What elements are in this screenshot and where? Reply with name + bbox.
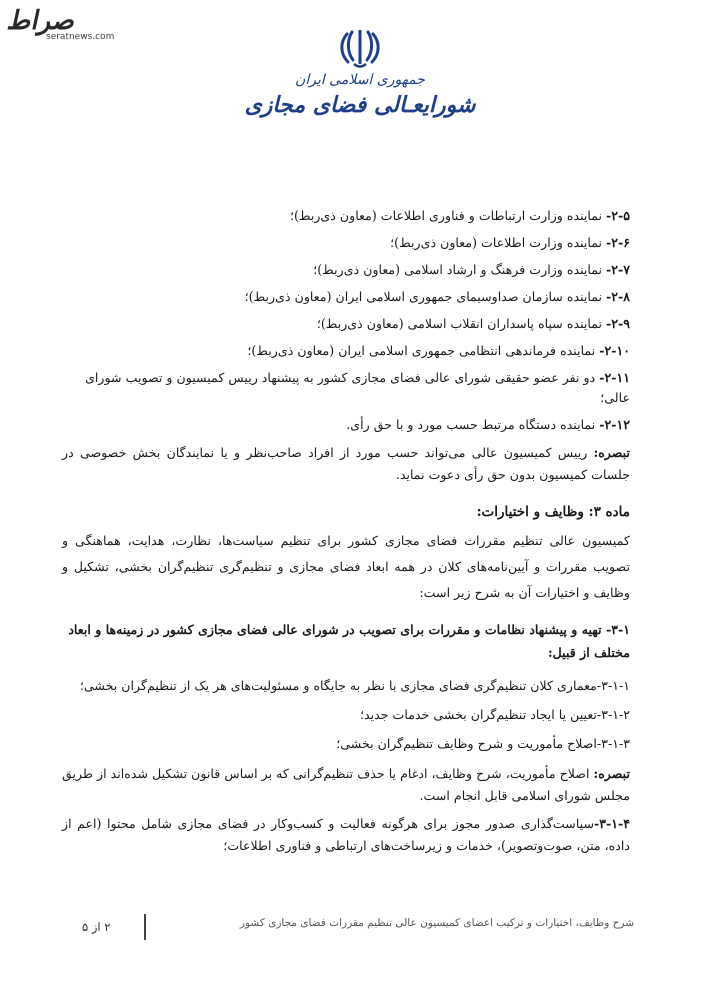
footer-divider [144, 914, 146, 940]
document-body [62, 206, 630, 863]
footer-title: شرح وظایف، اختیارات و ترکیب اعضای کمیسیون عالی تنظیم مقررات فضای مجازی کشور [239, 917, 634, 929]
article-heading: ماده ۳: وظایف و اختیارات: [476, 504, 630, 520]
list-item: ۲-۱۱-دو نفر عضو حقیقی شورای عالی فضای مجازی کشور به پیشنهاد رییس کمیسیون و تصویب شورای عالی؛ [85, 370, 630, 405]
list-item: ۳-۱-۲-تعیین یا ایجاد تنظیم‌گران بخشی خدمات جدید؛ [359, 707, 630, 722]
note-label: تبصره: [593, 445, 630, 460]
list-item: ۲-۱۲-نماینده دستگاه مرتبط حسب مورد و با حق رأی. [346, 417, 630, 432]
note-label: تبصره: [593, 766, 630, 781]
list-item: ۲-۷-نماینده وزارت فرهنگ و ارشاد اسلامی (معاون ذی‌ربط)؛ [313, 262, 630, 277]
iran-emblem-icon [338, 28, 382, 70]
list-item: ۲-۸-نماینده سازمان صداوسیمای جمهوری اسلامی ایران (معاون ذی‌ربط)؛ [244, 289, 630, 304]
header-country: جمهوری اسلامی ایران [295, 72, 425, 88]
article-intro: کمیسیون عالی تنظیم مقررات فضای مجازی کشور برای تنظیم سیاست‌ها، نظارت، هدایت، هماهنگی و تصویب مقررات و آیین‌نامه‌های کلان در همه ابعاد فضای مجازی و تنظیم‌گری تنظیم‌گران بخشی، تشکیل و وظایف و اختیارات آن به شرح زیر است: [62, 533, 630, 600]
list-item: ۲-۹-نماینده سپاه پاسداران انقلاب اسلامی (معاون ذی‌ربط)؛ [316, 316, 630, 331]
letterhead [220, 28, 500, 143]
page-number: ۲ از ۵ [82, 920, 111, 934]
list-item: ۳-۱-۱-معماری کلان تنظیم‌گری فضای مجازی با نظر به جایگاه و مسئولیت‌های هر یک از تنظیم‌گران بخشی؛ [79, 678, 630, 693]
list-item: ۳-۱-۴-سیاست‌گذاری صدور مجوز برای هرگونه فعالیت و کسب‌وکار در فضای مجازی شامل محتوا (اعم از داده، متن، صوت‌وتصویر)، خدمات و زیرساخت‌های ارتباطی و فناوری اطلاعات؛ [62, 816, 630, 853]
note-paragraph: تبصره: اصلاح مأموریت، شرح وظایف، ادغام یا حذف تنظیم‌گرانی که بر اساس قانون تشکیل شده‌اند از طریق مجلس شورای اسلامی قابل انجام است. [62, 766, 630, 803]
watermark-logo: صراط [4, 6, 79, 36]
note-paragraph: تبصره: رییس کمیسیون عالی می‌تواند حسب مورد از افراد صاحب‌نظر و یا نمایندگان بخش خصوصی در جلسات کمیسیون بدون حق رأی دعوت نماید. [62, 445, 630, 482]
list-item: ۲-۵-نماینده وزارت ارتباطات و فناوری اطلاعات (معاون ذی‌ربط)؛ [289, 208, 630, 223]
sub-heading: ۳-۱- تهیه و پیشنهاد نظامات و مقررات برای تصویب در شورای عالی فضای مجازی کشور در زمینه‌ها و ابعاد مختلف از قبیل: [68, 622, 630, 660]
list-item: ۲-۱۰-نماینده فرماندهی انتظامی جمهوری اسلامی ایران (معاون ذی‌ربط)؛ [247, 343, 630, 358]
header-council: شورایعـالی فضای مجازی [244, 92, 476, 118]
watermark [4, 6, 158, 46]
list-item: ۲-۶-نماینده وزارت اطلاعات (معاون ذی‌ربط)؛ [390, 235, 630, 250]
watermark-site: seratnews.com [46, 32, 115, 42]
list-item: ۳-۱-۳-اصلاح مأموریت و شرح وظایف تنظیم‌گران بخشی؛ [336, 736, 630, 751]
